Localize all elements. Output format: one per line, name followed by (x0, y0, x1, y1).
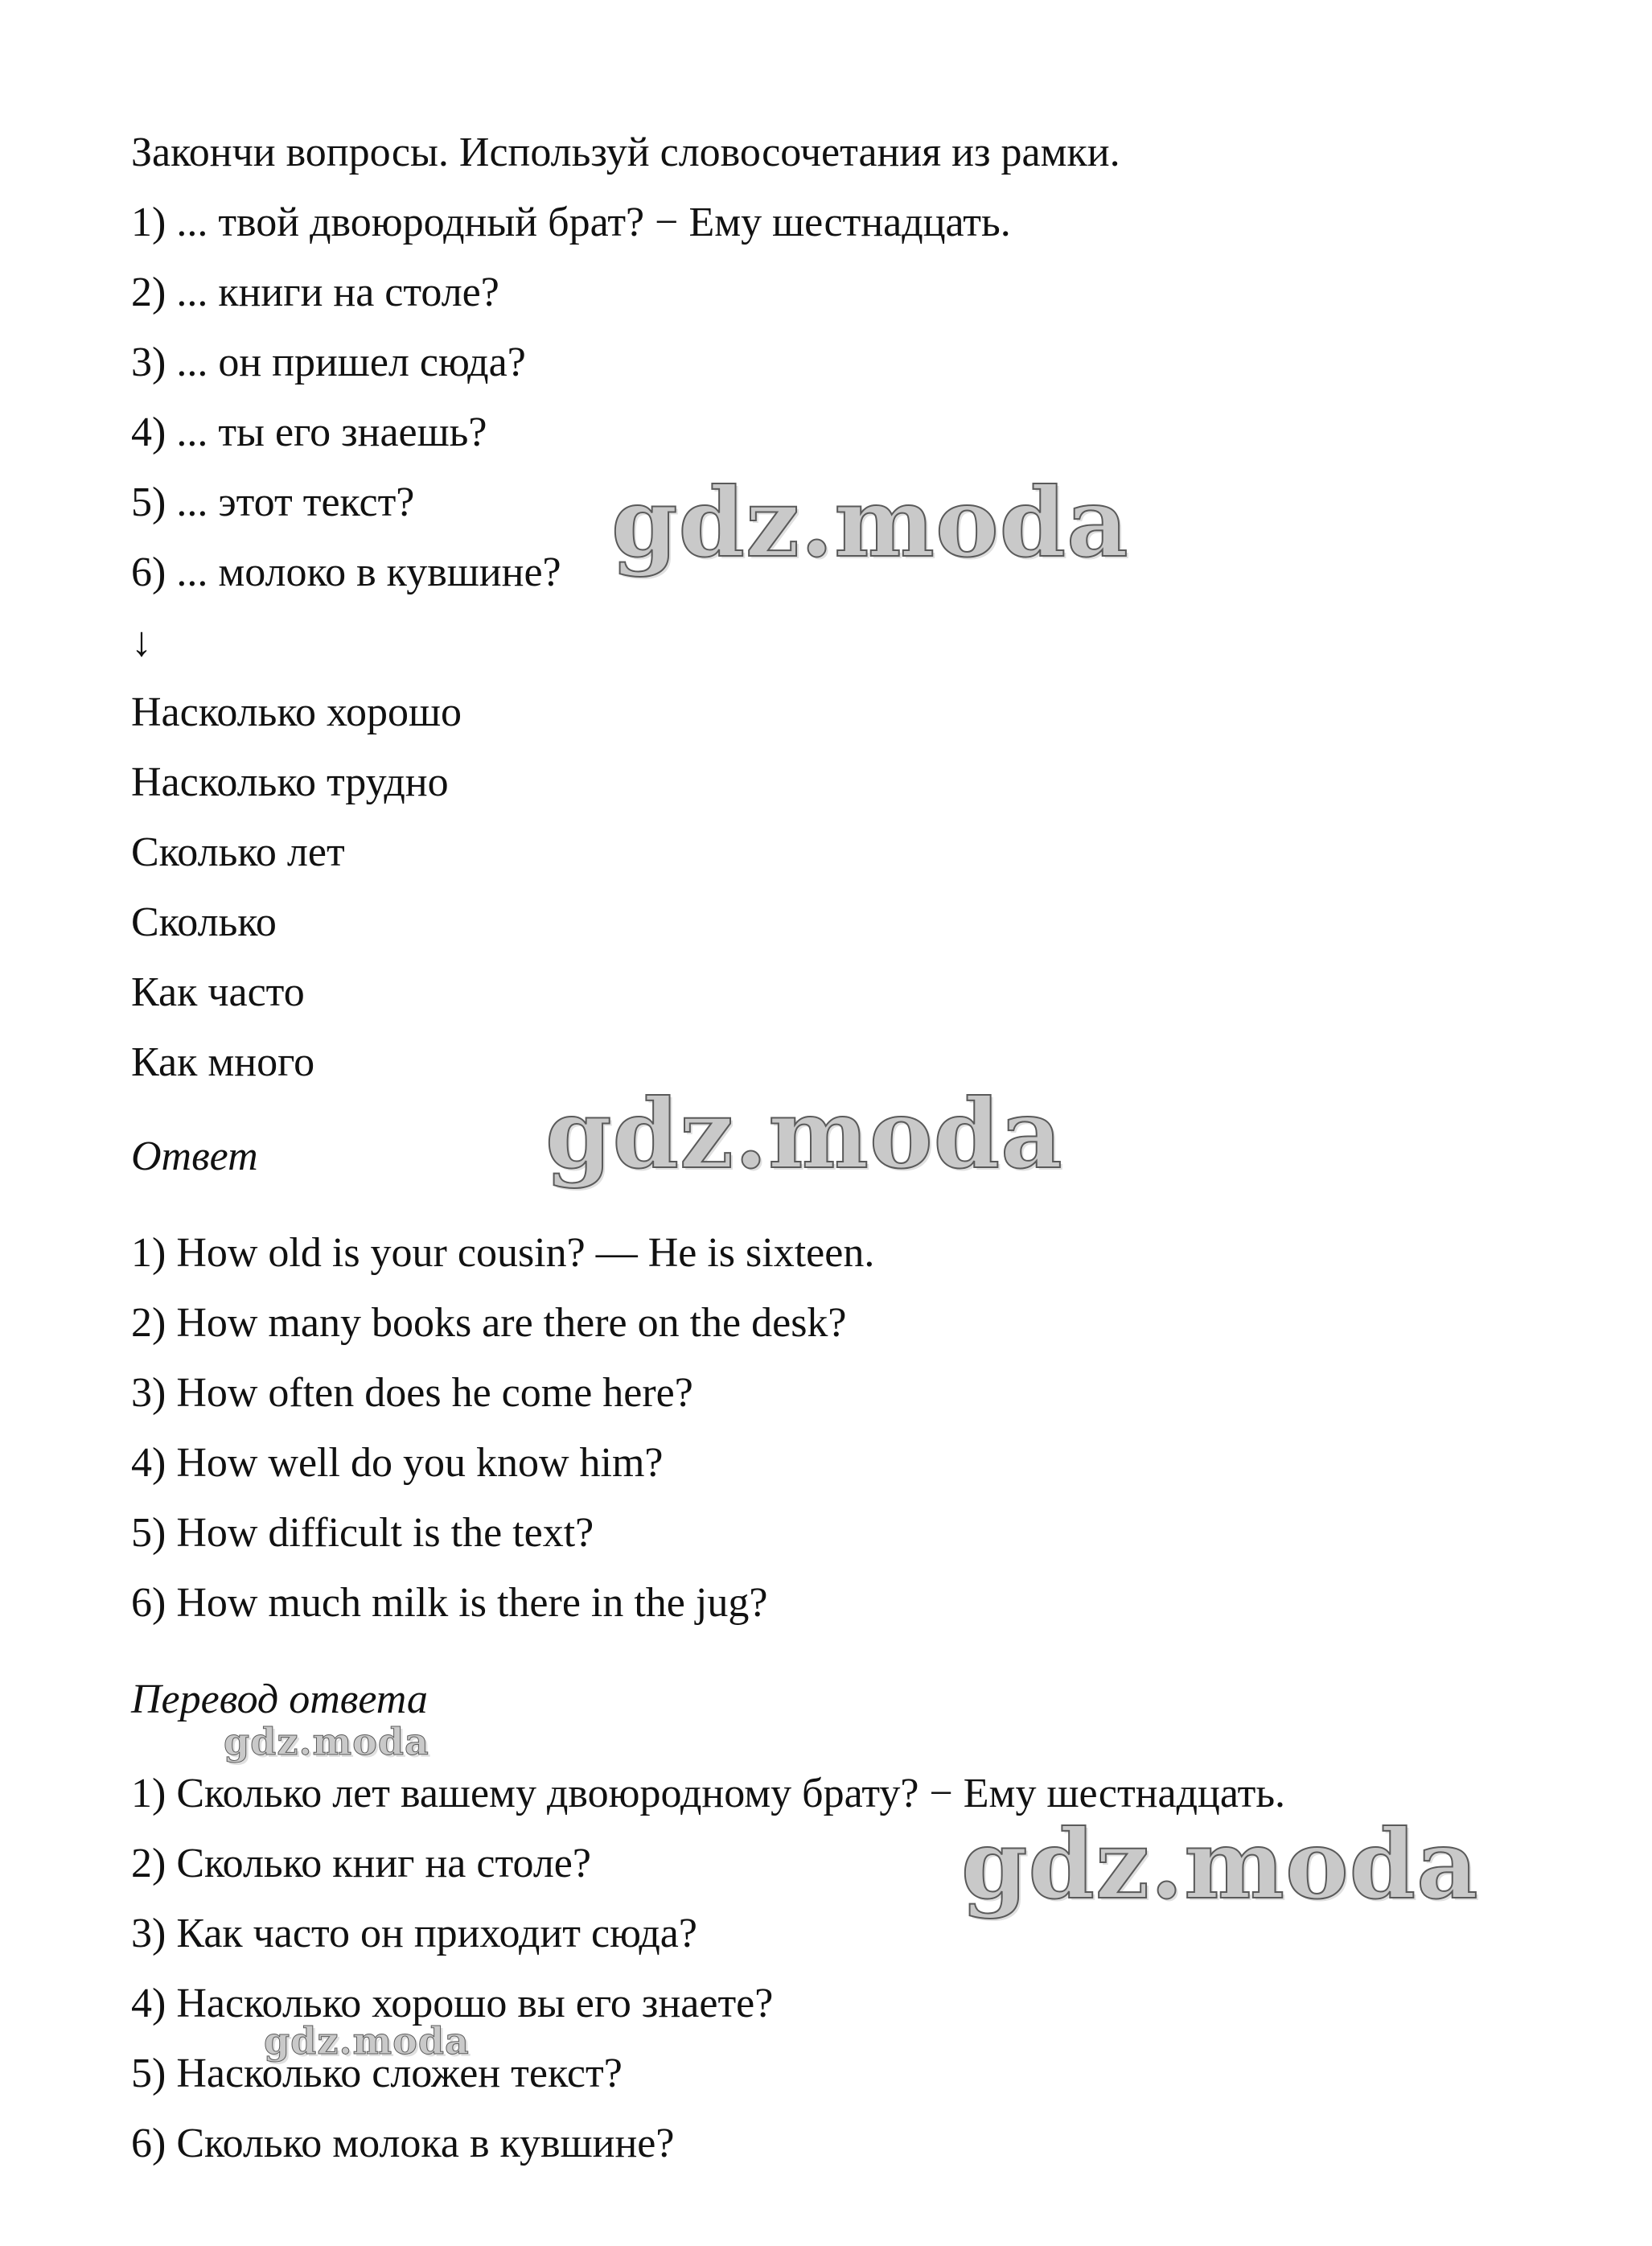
question-5: 5) ... этот текст? (131, 479, 415, 525)
answer-4: 4) How well do you know him? (131, 1440, 664, 1486)
down-arrow-icon: ↓ (131, 619, 152, 665)
watermark-logo: gdz.moda (264, 2019, 470, 2063)
watermark-logo: gdz.moda (961, 1808, 1479, 1920)
question-6: 6) ... молоко в кувшине? (131, 549, 561, 595)
answer-3: 3) How often does he come here? (131, 1370, 693, 1416)
option-6: Как много (131, 1039, 315, 1085)
option-5: Как часто (131, 969, 305, 1015)
translation-6: 6) Сколько молока в кувшине? (131, 2121, 675, 2166)
watermark-logo: gdz.moda (224, 1720, 429, 1763)
answer-2: 2) How many books are there on the desk? (131, 1300, 847, 1346)
task-instruction: Закончи вопросы. Используй словосочетания из рамки. (131, 130, 1120, 175)
translation-5: 5) Насколько сложен текст? (131, 2051, 623, 2096)
answer-5: 5) How difficult is the text? (131, 1510, 594, 1556)
translation-2: 2) Сколько книг на столе? (131, 1841, 591, 1886)
question-2: 2) ... книги на столе? (131, 269, 499, 315)
option-2: Насколько трудно (131, 759, 449, 805)
option-1: Насколько хорошо (131, 689, 462, 735)
option-3: Сколько лет (131, 829, 345, 875)
question-1: 1) ... твой двоюродный брат? − Ему шестнадцать. (131, 200, 1011, 245)
watermark-logo: gdz.moda (611, 467, 1129, 578)
answer-6: 6) How much milk is there in the jug? (131, 1580, 768, 1626)
answer-1: 1) How old is your cousin? — He is sixteen. (131, 1230, 875, 1276)
option-4: Сколько (131, 899, 277, 945)
translation-4: 4) Насколько хорошо вы его знаете? (131, 1981, 774, 2026)
question-4: 4) ... ты его знаешь? (131, 409, 487, 455)
answer-heading: Ответ (131, 1133, 258, 1179)
watermark-logo: gdz.moda (545, 1078, 1063, 1190)
translation-heading: Перевод ответа (131, 1676, 428, 1722)
translation-3: 3) Как часто он приходит сюда? (131, 1911, 697, 1956)
question-3: 3) ... он пришел сюда? (131, 339, 526, 385)
translation-1: 1) Сколько лет вашему двоюродному брату? − Ему шестнадцать. (131, 1771, 1286, 1816)
